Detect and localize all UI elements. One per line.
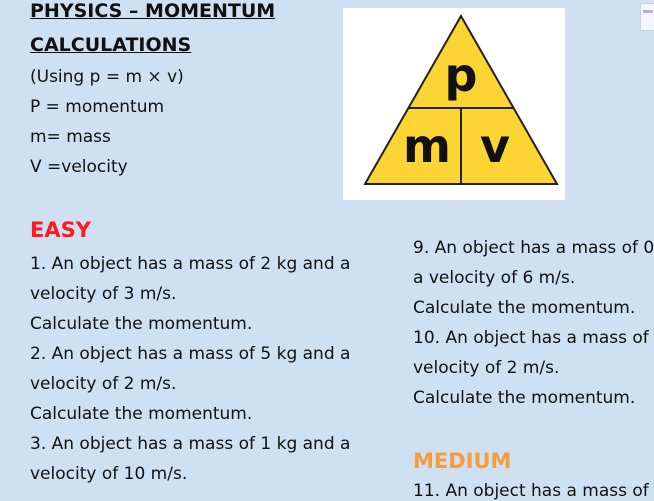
formula-note: (Using p = m × v) bbox=[30, 67, 184, 87]
title-line-2: CALCULATIONS bbox=[30, 34, 192, 56]
triangle-letter-v: v bbox=[480, 119, 510, 173]
corner-sticker-icon bbox=[640, 3, 654, 31]
easy-heading: EASY bbox=[30, 218, 91, 242]
easy-line-5: velocity of 2 m/s. bbox=[30, 374, 177, 394]
easy-line-4: 2. An object has a mass of 5 kg and a bbox=[30, 344, 351, 364]
right-line-6: Calculate the momentum. bbox=[413, 388, 636, 408]
triangle-letter-p: p bbox=[444, 48, 478, 102]
formula-triangle-card bbox=[343, 8, 565, 200]
right-line-1: 9. An object has a mass of 0 bbox=[413, 238, 654, 258]
right-line-5: velocity of 2 m/s. bbox=[413, 358, 560, 378]
right-line-3: Calculate the momentum. bbox=[413, 298, 636, 318]
easy-line-2: velocity of 3 m/s. bbox=[30, 284, 177, 304]
easy-line-7: 3. An object has a mass of 1 kg and a bbox=[30, 434, 351, 454]
easy-line-1: 1. An object has a mass of 2 kg and a bbox=[30, 254, 351, 274]
medium-heading: MEDIUM bbox=[413, 449, 512, 473]
definition-momentum: P = momentum bbox=[30, 97, 165, 117]
formula-triangle-icon bbox=[343, 8, 565, 200]
medium-line-1: 11. An object has a mass of bbox=[413, 481, 649, 501]
definition-mass: m= mass bbox=[30, 127, 111, 147]
right-line-4: 10. An object has a mass of bbox=[413, 328, 649, 348]
title-line-1: PHYSICS – MOMENTUM bbox=[30, 0, 276, 22]
definition-velocity: V =velocity bbox=[30, 157, 128, 177]
easy-line-6: Calculate the momentum. bbox=[30, 404, 253, 424]
triangle-letter-m: m bbox=[403, 119, 451, 173]
easy-line-3: Calculate the momentum. bbox=[30, 314, 253, 334]
easy-line-8: velocity of 10 m/s. bbox=[30, 464, 188, 484]
right-line-2: a velocity of 6 m/s. bbox=[413, 268, 576, 288]
